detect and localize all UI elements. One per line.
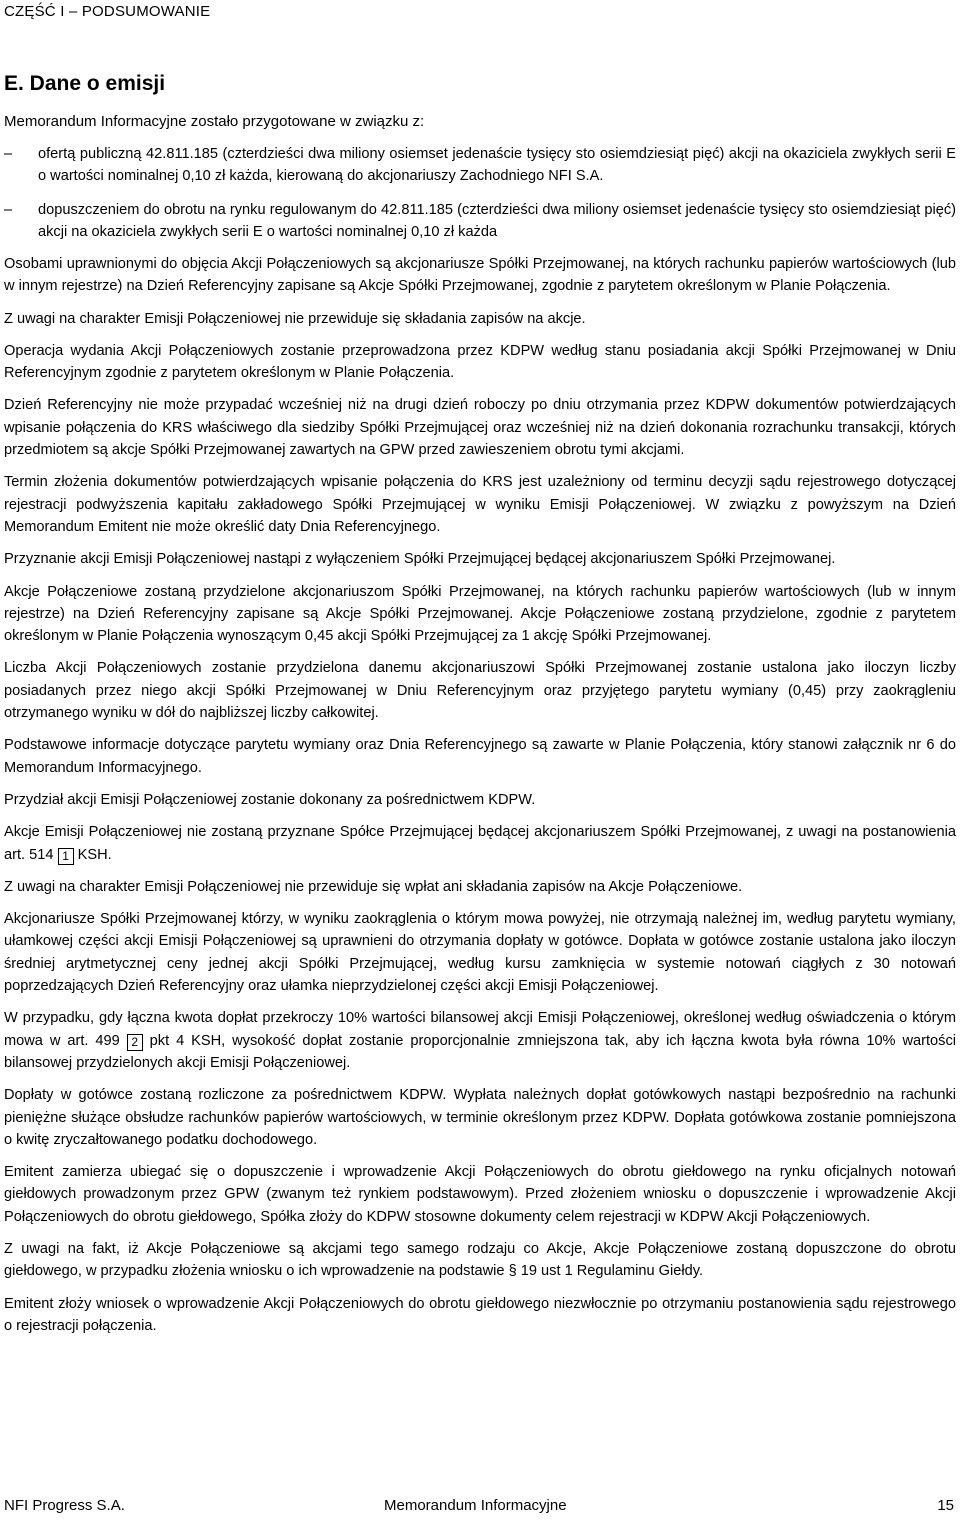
paragraph: Przyznanie akcji Emisji Połączeniowej nastąpi z wyłączeniem Spółki Przejmującej będącej akcjonariuszem Spółki Przejmowanej. [4,551,836,568]
paragraph: Z uwagi na fakt, iż Akcje Połączeniowe są akcjami tego samego rodzaju co Akcje, Akcje Połączeniowe zostaną dopuszczone do obrotu giełdowego, w przypadku złożenia wniosku o ich wprowadzenie na podstawie § 19 ust 1 Regulaminu Giełdy. [4,1240,956,1280]
paragraph: Akcjonariusze Spółki Przejmowanej którzy, w wyniku zaokrąglenia o którym mowa powyżej, nie otrzymają należnej im, według parytetu wymiany, ułamkowej części akcji Emisji Połączeniowej są uprawnieni do otrzymania dopłaty w gotówce. Dopłata w gotówce zostanie ustalona jako iloczyn średniej arytmetycznej ceny jednej akcji Spółki Przejmującej, według kursu zamknięcia w systemie notowań ciągłych z 30 notowań poprzedzających Dzień Referencyjny oraz ułamka nieprzydzielonej części akcji Emisji Połączeniowej. [4,911,956,995]
footer-company: NFI Progress S.A. [4,1497,125,1514]
bullet-text: ofertą publiczną 42.811.185 (czterdzieści dwa miliony osiemset jedenaście tysięcy sto osiemdziesiąt pięć) akcji na okaziciela zwykłych serii E o wartości nominalnej 0,10 zł każda, kierowaną do akcjonariuszy Zachodniego NFI S.A. [38,146,956,184]
paragraph: Liczba Akcji Połączeniowych zostanie przydzielona danemu akcjonariuszowi Spółki Przejmowanej zostanie ustalona jako iloczyn liczby posiadanych przez niego akcji Spółki Przejmowanej w Dniu Referencyjnym oraz przyjętego parytetu wymiany (0,45) przy zaokrągleniu otrzymanego wyniku w dół do najbliższej liczby całkowitej. [4,660,956,722]
paragraph-art-499 [4,1007,956,1074]
paragraph: Osobami uprawnionymi do objęcia Akcji Połączeniowych są akcjonariusze Spółki Przejmowanej, na których rachunku papierów wartościowych (lub w innym rejestrze) na Dzień Referencyjny zapisane są Akcje Spółki Przejmowanej, zgodnie z parytetem określonym w Planie Połączenia. [4,256,956,295]
paragraph: Dopłaty w gotówce zostaną rozliczone za pośrednictwem KDPW. Wypłata należnych dopłat gotówkowych nastąpi bezpośrednio na rachunki pieniężne służące obsłudze rachunków papierów wartościowych, w terminie określonym przez KDPW. Dopłata gotówkowa zostanie pomniejszona o kwitę zryczałtowanego podatku dochodowego. [4,1087,956,1148]
page-number: 15 [937,1497,954,1514]
section-title: E. Dane o emisji [4,72,166,95]
bullet-list [4,143,956,255]
page-header: CZĘŚĆ I – PODSUMOWANIE [4,3,211,20]
paragraph: Operacja wydania Akcji Połączeniowych zostanie przeprowadzona przez KDPW według stanu posiadania akcji Spółki Przejmowanej w Dniu Referencyjnym zgodnie z parytetem określonym w Planie Połączenia. [4,342,956,382]
paragraph-art-514 [4,821,956,866]
dash-marker: – [4,202,13,218]
body-text [4,253,956,1347]
paragraph-text: KSH. [73,846,112,863]
paragraph: Emitent zamierza ubiegać się o dopuszczenie i wprowadzenie Akcji Połączeniowych do obrotu giełdowego na rynku oficjalnych notowań giełdowych prowadzonym przez GPW (zwanym też rynkiem podstawowym). Przed złożeniem wniosku o dopuszczenie i wprowadzenie Akcji Połączeniowych do obrotu giełdowego, Spółka złoży do KDPW stosowne dokumenty celem rejestracji w KDPW Akcji Połączeniowych. [4,1164,956,1225]
section-number-box: 2 [127,1034,143,1051]
footer-document-title: Memorandum Informacyjne [384,1497,567,1514]
paragraph: Podstawowe informacje dotyczące parytetu wymiany oraz Dnia Referencyjnego są zawarte w Planie Połączenia, który stanowi załącznik nr 6 do Memorandum Informacyjnego. [4,737,956,776]
paragraph: Z uwagi na charakter Emisji Połączeniowej nie przewiduje się składania zapisów na akcje. [4,310,586,327]
paragraph: Dzień Referencyjny nie może przypadać wcześniej niż na drugi dzień roboczy po dniu otrzymania przez KDPW dokumentów potwierdzających wpisanie połączenia do KRS właściwego dla siedziby Spółki Przejmującej oraz wcześniej niż na dzień dokonania rozrachunku transakcji, których przedmiotem są akcje Spółki Przejmowanej zawartych na GPW przed zawieszeniem obrotu tymi akcjami. [4,397,956,459]
paragraph: Akcje Połączeniowe zostaną przydzielone akcjonariuszom Spółki Przejmowanej, na których rachunku papierów wartościowych (lub w innym rejestrze) na Dzień Referencyjny zapisane są Akcje Spółki Przejmowanej. Akcje Połączeniowe zostaną przydzielone, zgodnie z parytetem określonym w Planie Połączenia wynoszącym 0,45 akcji Spółki Przejmującej za 1 akcję Spółki Przejmowanej. [4,583,956,645]
bullet-text: dopuszczeniem do obrotu na rynku regulowanym do 42.811.185 (czterdzieści dwa miliony osiemset jedenaście tysięcy sto osiemdziesiąt pięć) akcji na okaziciela zwykłych serii E o wartości nominalnej 0,10 zł każda [38,202,956,240]
paragraph: Termin złożenia dokumentów potwierdzających wpisanie połączenia do KRS jest uzależniony od terminu decyzji sądu rejestrowego dotyczącej rejestracji podwyższenia kapitału zakładowego Spółki Przejmującej w wyniku Emisji Połączeniowej. W związku z powyższym na Dzień Memorandum Emitent nie może określić daty Dnia Referencyjnego. [4,474,956,535]
bullet-item [4,199,956,243]
paragraph: Z uwagi na charakter Emisji Połączeniowej nie przewiduje się wpłat ani składania zapisów na Akcje Połączeniowe. [4,878,743,895]
paragraph-text: pkt 4 KSH, wysokość dopłat zostanie proporcjonalnie zmniejszona tak, aby ich łączna kwota była równa 10% wartości bilansowej przydzielonych akcji Emisji Połączeniowej. [4,1032,957,1071]
bullet-item [4,143,956,187]
dash-marker: – [4,146,13,162]
paragraph: Emitent złoży wniosek o wprowadzenie Akcji Połączeniowych do obrotu giełdowego niezwłocznie po otrzymaniu postanowienia sądu rejestrowego o rejestracji połączenia. [4,1295,956,1334]
paragraph: Przydział akcji Emisji Połączeniowej zostanie dokonany za pośrednictwem KDPW. [4,791,536,808]
paragraph-text: Akcje Emisji Połączeniowej nie zostaną przyznane Spółce Przejmującej będącej akcjonariuszem Spółki Przejmowanej, z uwagi na postanowienia art. 514 [4,824,956,863]
paragraph-text: W przypadku, gdy łączna kwota dopłat przekroczy 10% wartości bilansowej akcji Emisji Połączeniowej, określonej według oświadczenia o którym mowa w art. 499 [4,1010,956,1049]
intro-text: Memorandum Informacyjne zostało przygotowane w związku z: [4,113,425,130]
section-number-box: 1 [58,848,74,865]
